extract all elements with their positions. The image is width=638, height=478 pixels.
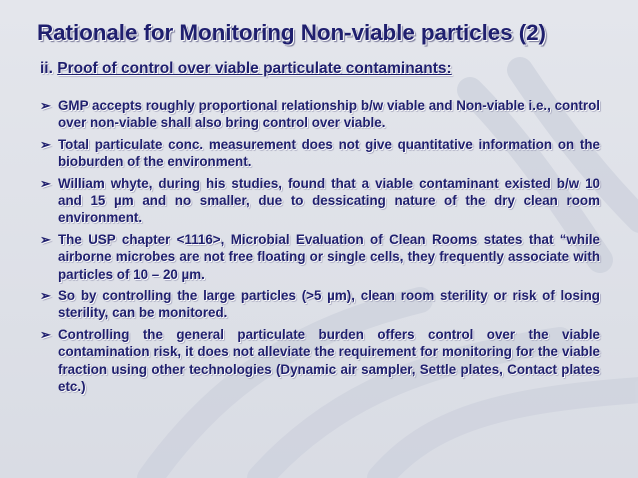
bullet-text: So by controlling the large particles (>5 µm), clean room sterility or risk of losing sterility, can be monitored.: [58, 288, 600, 321]
arrowhead-bullet-icon: ➢: [40, 326, 51, 342]
bullet-list: [40, 97, 600, 400]
arrowhead-bullet-icon: ➢: [40, 136, 51, 152]
arrowhead-bullet-icon: ➢: [40, 288, 51, 304]
bullet-item: [40, 231, 600, 283]
arrowhead-bullet-icon: ➢: [40, 98, 51, 113]
bullet-item: [40, 175, 600, 227]
bullet-text: Total particulate conc. measurement does not give quantitative information on the bioburden of the environment.: [58, 136, 600, 170]
bullet-item: [40, 136, 600, 171]
bullet-text: William whyte, during his studies, found that a viable contaminant existed b/w 10 and 15 µm and no smaller, due to dessicating nature of the dry clean room environment.: [58, 175, 600, 226]
subtitle-prefix: ii.: [40, 60, 58, 77]
bullet-text: Controlling the general particulate burden offers control over the viable contamination risk, it does not alleviate the requirement for monitoring for the viable fraction using other technologies (Dynamic air sampler, Settle plates, Contact plates etc.): [58, 326, 600, 395]
bullet-text: The USP chapter <1116>, Microbial Evaluation of Clean Rooms states that “while airborne microbes are not free floating or single cells, they frequently associate with particles of 10 – 20 µm.: [58, 231, 600, 282]
subtitle-text: Proof of control over viable particulate contaminants:: [57, 60, 452, 77]
bullet-item: [40, 97, 600, 132]
arrowhead-bullet-icon: ➢: [40, 231, 51, 247]
bullet-text: GMP accepts roughly proportional relationship b/w viable and Non-viable i.e., control over non-viable shall also bring control over viable.: [58, 98, 600, 131]
section-subtitle: [40, 60, 600, 78]
arrowhead-bullet-icon: ➢: [40, 175, 51, 191]
bullet-item: [40, 287, 600, 322]
page-title: Rationale for Monitoring Non-viable particles (2): [37, 20, 546, 45]
bullet-item: [40, 326, 600, 396]
